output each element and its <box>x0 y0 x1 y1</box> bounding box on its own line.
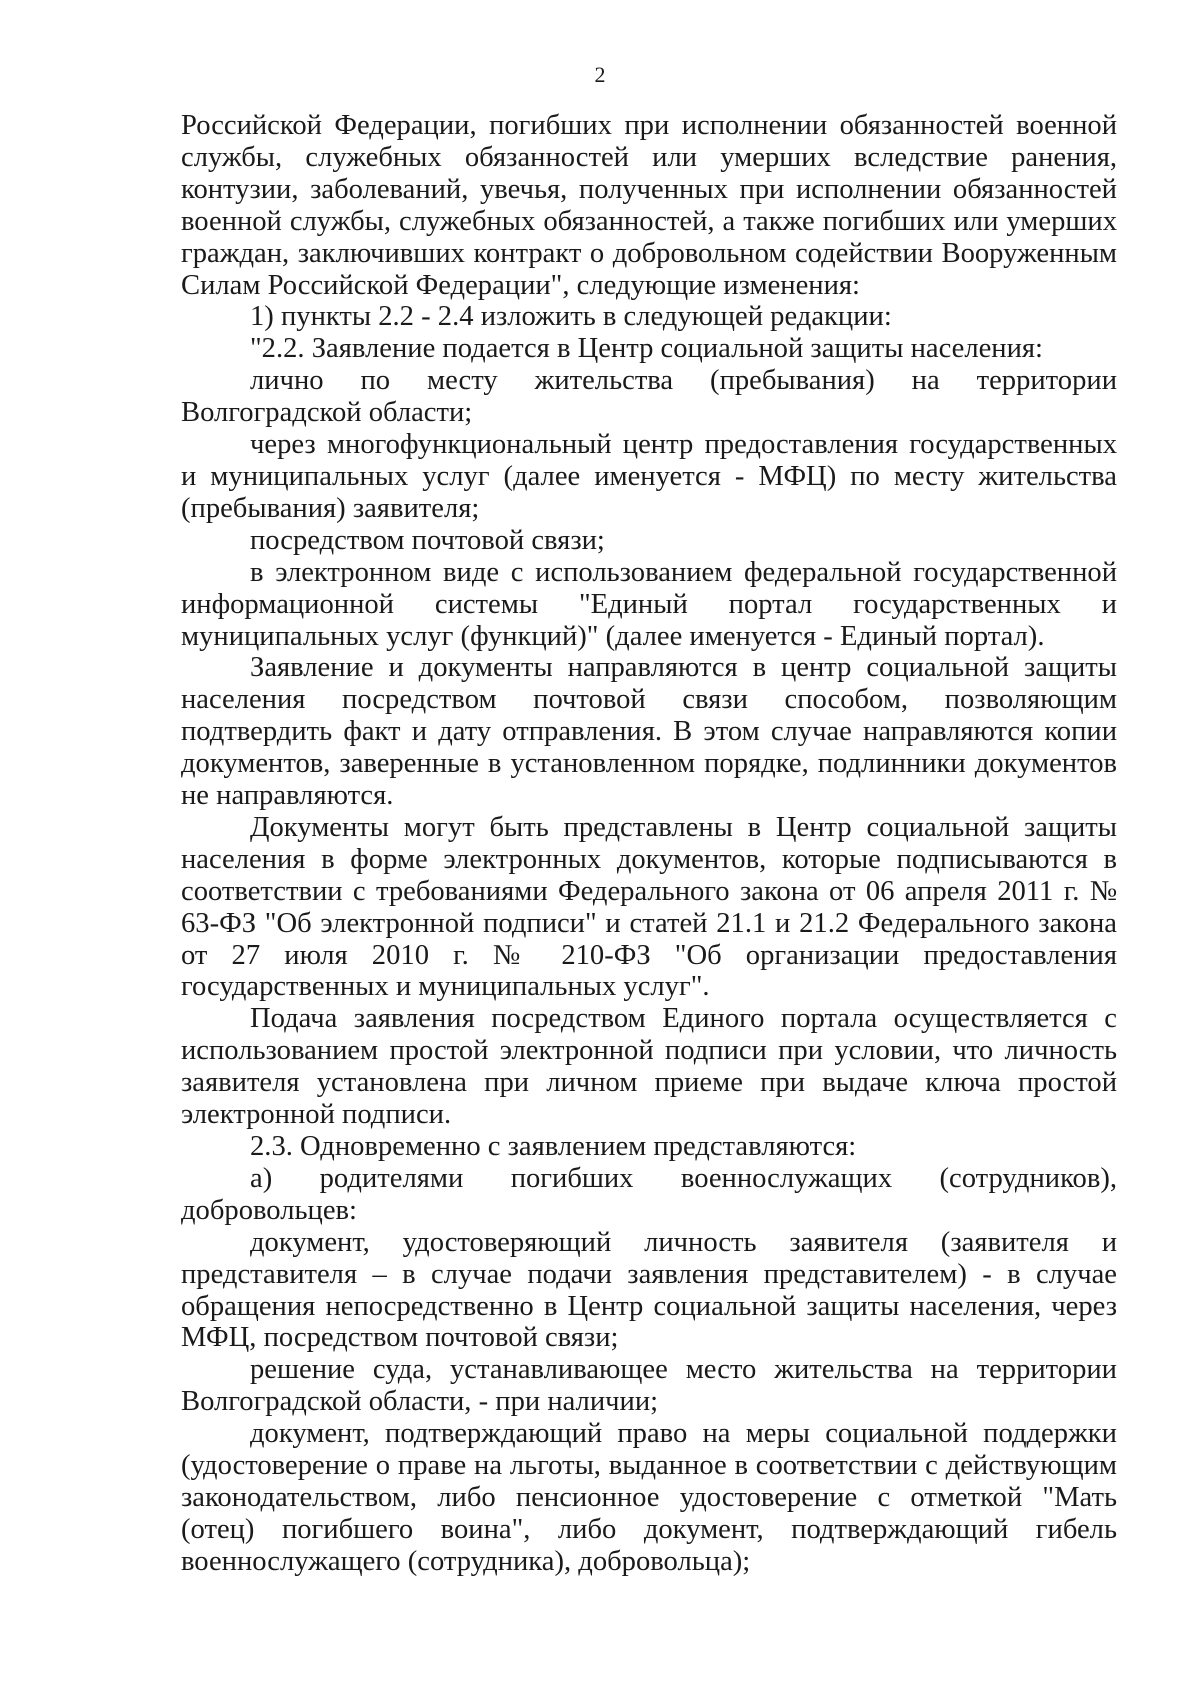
paragraph-3: "2.2. Заявление подается в Центр социальной защиты населения: <box>250 333 1043 365</box>
paragraph-13: документ, удостоверяющий личность заявителя (заявителя и представителя – в случае подачи заявления представителем) - в случае обращения непосредственно в Центр социальной защиты населения, через МФЦ, посредством почтовой связи; <box>181 1226 1117 1354</box>
paragraph-11: 2.3. Одновременно с заявлением представляются: <box>250 1131 857 1162</box>
paragraph-10: Подача заявления посредством Единого портала осуществляется с использованием простой электронной подписи при условии, что личность заявителя установлена при личном приеме при выдаче ключа простой электронной подписи. <box>181 1003 1117 1131</box>
paragraph-15: документ, подтверждающий право на меры социальной поддержки (удостоверение о праве на льготы, выданное в соответствии с действующим законодательством, либо пенсионное удостоверение с отметкой "Мать (отец) погибшего воина", либо документ, подтверждающий гибель военнослужащего (сотрудника), добровольца); <box>181 1418 1117 1577</box>
paragraph-1: Российской Федерации, погибших при исполнении обязанностей военной службы, служебных обязанностей или умерших вследствие ранения, контузии, заболеваний, увечья, полученных при исполнении обязанностей военной службы, служебных обязанностей, а также погибших или умерших граждан, заключивших контракт о добровольном содействии Вооруженным Силам Российской Федерации", следующие изменения: <box>181 110 1117 301</box>
page-number: 2 <box>594 62 606 87</box>
document-body <box>181 110 1117 1578</box>
paragraph-7: в электронном виде с использованием федеральной государственной информационной системы "Единый портал государственных и муниципальных услуг (функций)" (далее именуется - Единый портал). <box>181 556 1117 652</box>
paragraph-14: решение суда, устанавливающее место жительства на территории Волгоградской области, - при наличии; <box>181 1354 1117 1418</box>
paragraph-12: а) родителями погибших военнослужащих (сотрудников), добровольцев: <box>181 1162 1117 1226</box>
paragraph-6: посредством почтовой связи; <box>250 524 605 556</box>
paragraph-5: через многофункциональный центр предоставления государственных и муниципальных услуг (далее именуется - МФЦ) по месту жительства (пребывания) заявителя; <box>181 429 1117 524</box>
paragraph-9: Документы могут быть представлены в Центр социальной защиты населения в форме электронных документов, которые подписываются в соответствии с требованиями Федерального закона от 06 апреля 2011 г. № 63-ФЗ "Об электронной подписи" и статей 21.1 и 21.2 Федерального закона от 27 июля 2010 г. № 210-ФЗ "Об организации предоставления государственных и муниципальных услуг". <box>181 811 1117 1003</box>
paragraph-4: лично по месту жительства (пребывания) на территории Волгоградской области; <box>181 365 1117 429</box>
paragraph-2: 1) пункты 2.2 - 2.4 изложить в следующей редакции: <box>250 301 892 333</box>
paragraph-8: Заявление и документы направляются в центр социальной защиты населения посредством почтовой связи способом, позволяющим подтвердить факт и дату отправления. В этом случае направляются копии документов, заверенные в установленном порядке, подлинники документов не направляются. <box>181 652 1117 812</box>
